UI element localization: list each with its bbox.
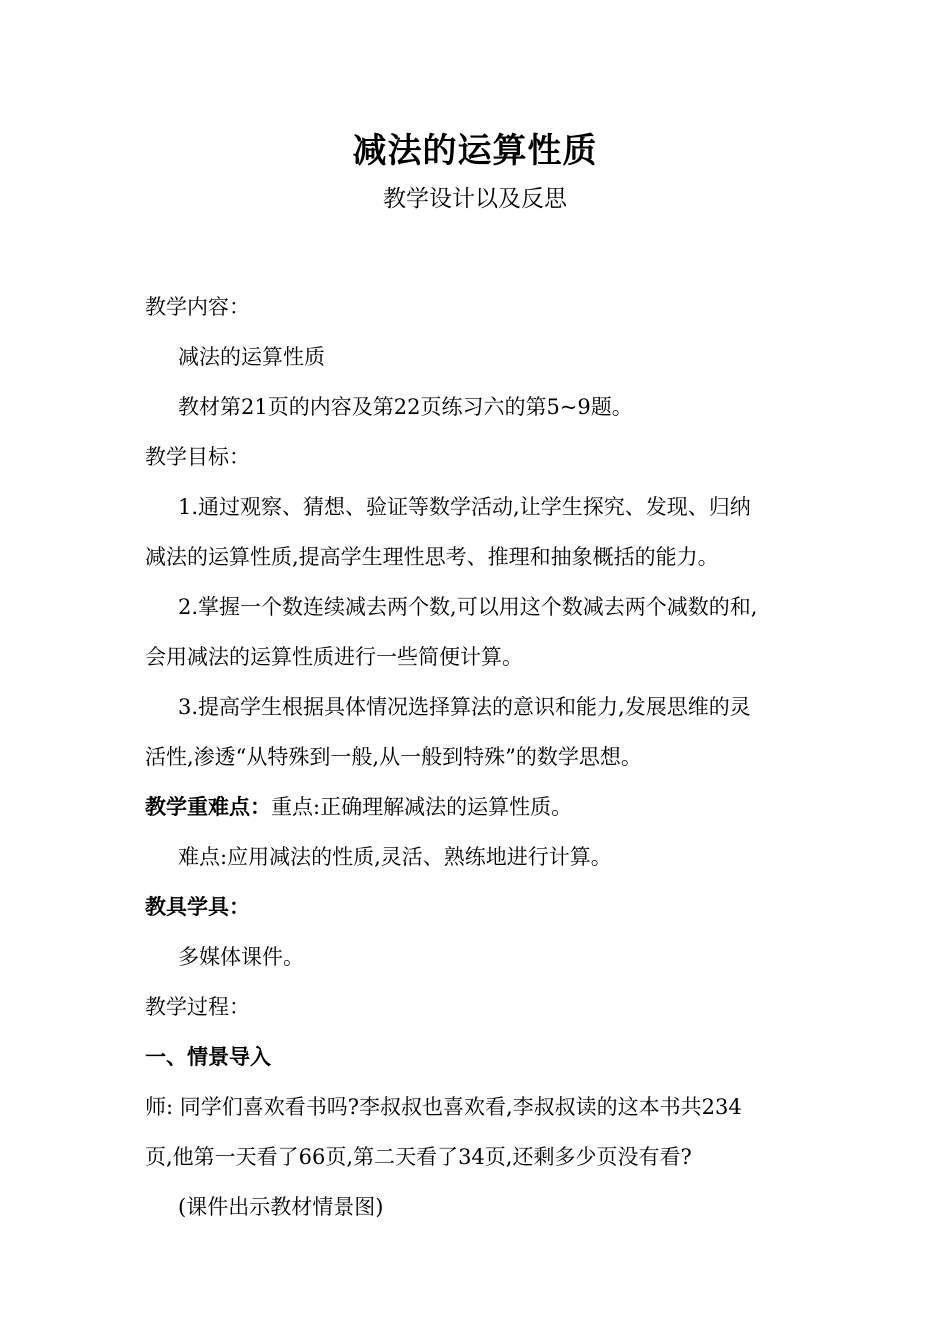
goal-2-line-2: 会用减法的运算性质进行一些简便计算。 bbox=[145, 645, 523, 669]
keypoints-difficulty: 难点:应用减法的性质,灵活、熟练地进行计算。 bbox=[178, 845, 612, 869]
section-1-heading: 一、情景导入 bbox=[145, 1044, 271, 1069]
goals-heading: 教学目标： bbox=[145, 445, 250, 469]
courseware-note: (课件出示教材情景图) bbox=[178, 1195, 384, 1219]
tools-text: 多媒体课件。 bbox=[178, 945, 304, 969]
goal-3-line-2: 活性,渗透“从特殊到一般,从一般到特殊”的数学思想。 bbox=[145, 745, 642, 769]
keypoints-focus: 重点:正确理解减法的运算性质。 bbox=[271, 795, 573, 819]
process-heading: 教学过程： bbox=[145, 995, 250, 1019]
content-heading: 教学内容： bbox=[145, 295, 250, 319]
keypoints-row bbox=[145, 782, 815, 832]
goal-2-line-1: 2.掌握一个数连续减去两个数,可以用这个数减去两个减数的和, bbox=[178, 595, 758, 619]
teacher-line-1: 师: 同学们喜欢看书吗?李叔叔也喜欢看,李叔叔读的这本书共234 bbox=[145, 1095, 742, 1119]
teacher-line-2: 页,他第一天看了66页,第二天看了34页,还剩多少页没有看? bbox=[145, 1145, 692, 1169]
document-body bbox=[145, 282, 815, 1232]
content-topic: 减法的运算性质 bbox=[178, 345, 325, 369]
content-textbook-pages: 教材第21页的内容及第22页练习六的第5~9题。 bbox=[178, 395, 633, 419]
goal-1-line-2: 减法的运算性质,提高学生理性思考、推理和抽象概括的能力。 bbox=[145, 545, 719, 569]
goal-1-line-1: 1.通过观察、猜想、验证等数学活动,让学生探究、发现、归纳 bbox=[178, 495, 751, 519]
keypoints-label: 教学重难点： bbox=[145, 794, 271, 819]
goal-3-line-1: 3.提高学生根据具体情况选择算法的意识和能力,发展思维的灵 bbox=[178, 695, 751, 719]
document-title: 减法的运算性质 bbox=[352, 131, 598, 171]
tools-heading: 教具学具： bbox=[145, 894, 250, 919]
document-subtitle: 教学设计以及反思 bbox=[383, 186, 567, 212]
